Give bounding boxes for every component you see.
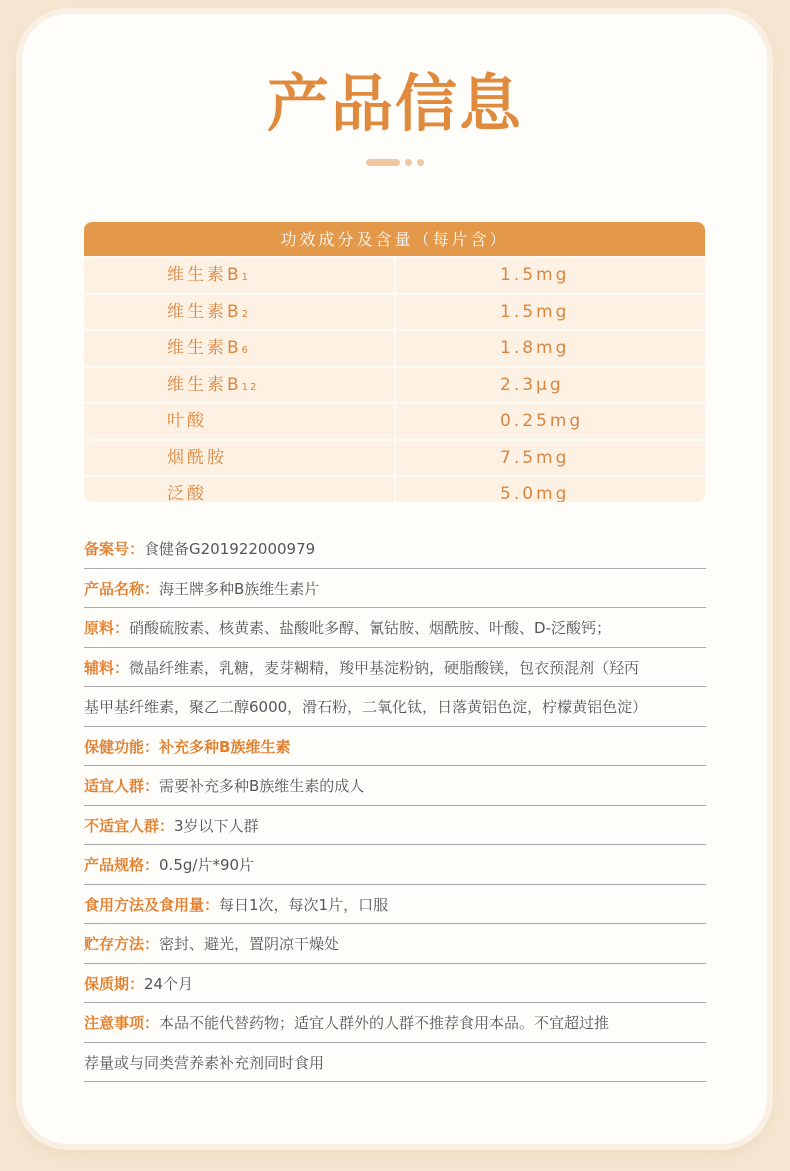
ingredient-name: 维生素B (167, 338, 242, 358)
product-name-line (84, 569, 706, 609)
table-row (84, 329, 705, 366)
field-value: 需要补充多种B族维生素的成人 (159, 777, 365, 795)
spec-line (84, 845, 706, 885)
notes-line-2 (84, 1043, 706, 1083)
shelf-life-line (84, 964, 706, 1004)
function-line (84, 727, 706, 767)
ingredient-value: 7.5mg (500, 447, 570, 468)
field-label: 不适宜人群： (84, 816, 175, 835)
field-label: 适宜人群： (84, 777, 160, 795)
field-value: 荐量或与同类营养素补充剂同时食用 (84, 1053, 325, 1072)
ingredient-name: 叶酸 (167, 411, 207, 431)
field-value: 24个月 (144, 974, 194, 993)
table-row (84, 402, 705, 439)
table-row (84, 256, 705, 293)
field-label: 产品规格： (84, 856, 160, 874)
record-number-line (84, 529, 706, 569)
field-value: 硝酸硫胺素、核黄素、盐酸吡多醇、氰钴胺、烟酰胺、叶酸、D-泛酸钙； (129, 619, 611, 637)
ingredient-value: 5.0mg (500, 484, 570, 502)
page-title: 产品信息 (266, 67, 523, 140)
usage-line (84, 885, 706, 925)
ingredient-subscript: 2 (241, 308, 251, 320)
field-value: 补充多种B族维生素 (159, 737, 291, 756)
field-label: 辅料： (84, 658, 130, 677)
ingredient-name: 维生素B (167, 374, 242, 395)
field-label: 备案号： (84, 540, 145, 558)
ingredient-name: 维生素B (167, 265, 242, 285)
field-label: 食用方法及食用量： (84, 895, 220, 914)
table-row (84, 293, 705, 330)
notes-line (84, 1003, 706, 1043)
ingredients-line (84, 608, 706, 648)
ingredient-value: 1.5mg (500, 265, 570, 285)
table-row (84, 366, 705, 403)
table-header: 功效成分及含量（每片含） (84, 222, 705, 256)
field-label: 原料： (84, 619, 130, 637)
field-label: 贮存方法： (84, 935, 160, 953)
table-row (84, 439, 705, 476)
ingredient-value: 1.5mg (500, 301, 570, 322)
field-value: 基甲基纤维素，聚乙二醇6000，滑石粉，二氧化钛，日落黄铝色淀，柠檬黄铝色淀） (84, 698, 648, 716)
ingredients-table (84, 222, 705, 502)
ingredient-subscript: 6 (241, 345, 251, 356)
ingredient-value: 0.25mg (500, 411, 584, 431)
field-value: 3岁以下人群 (174, 816, 259, 835)
field-label: 产品名称： (84, 579, 160, 598)
unsuitable-line (84, 806, 706, 846)
field-value: 本品不能代替药物；适宜人群外的人群不推荐食用本品。不宜超过推 (159, 1014, 610, 1032)
storage-line (84, 924, 706, 964)
field-label: 保健功能： (84, 737, 160, 756)
ingredient-name: 维生素B (167, 301, 242, 322)
field-label: 注意事项： (84, 1014, 160, 1032)
suitable-line (84, 766, 706, 806)
ingredient-name: 烟酰胺 (167, 447, 227, 468)
field-value: 每日1次，每次1片，口服 (219, 895, 389, 914)
product-details (84, 529, 706, 1082)
ingredient-subscript: 12 (241, 381, 259, 393)
ingredient-value: 2.3μg (500, 374, 564, 395)
ingredient-name: 泛酸 (167, 484, 207, 502)
ingredient-subscript: 1 (241, 272, 251, 283)
field-value: 微晶纤维素，乳糖，麦芽糊精，羧甲基淀粉钠，硬脂酸镁，包衣预混剂（羟丙 (129, 658, 640, 677)
excipients-line-2 (84, 687, 706, 727)
ingredient-value: 1.8mg (500, 338, 570, 358)
field-value: 海王牌多种B族维生素片 (159, 579, 320, 598)
table-row (84, 475, 705, 502)
field-value: 0.5g/片*90片 (159, 856, 255, 874)
field-label: 保质期： (84, 974, 145, 993)
excipients-line (84, 648, 706, 688)
field-value: 食健备G201922000979 (144, 540, 316, 558)
field-value: 密封、避光，置阴凉干燥处 (159, 935, 340, 953)
